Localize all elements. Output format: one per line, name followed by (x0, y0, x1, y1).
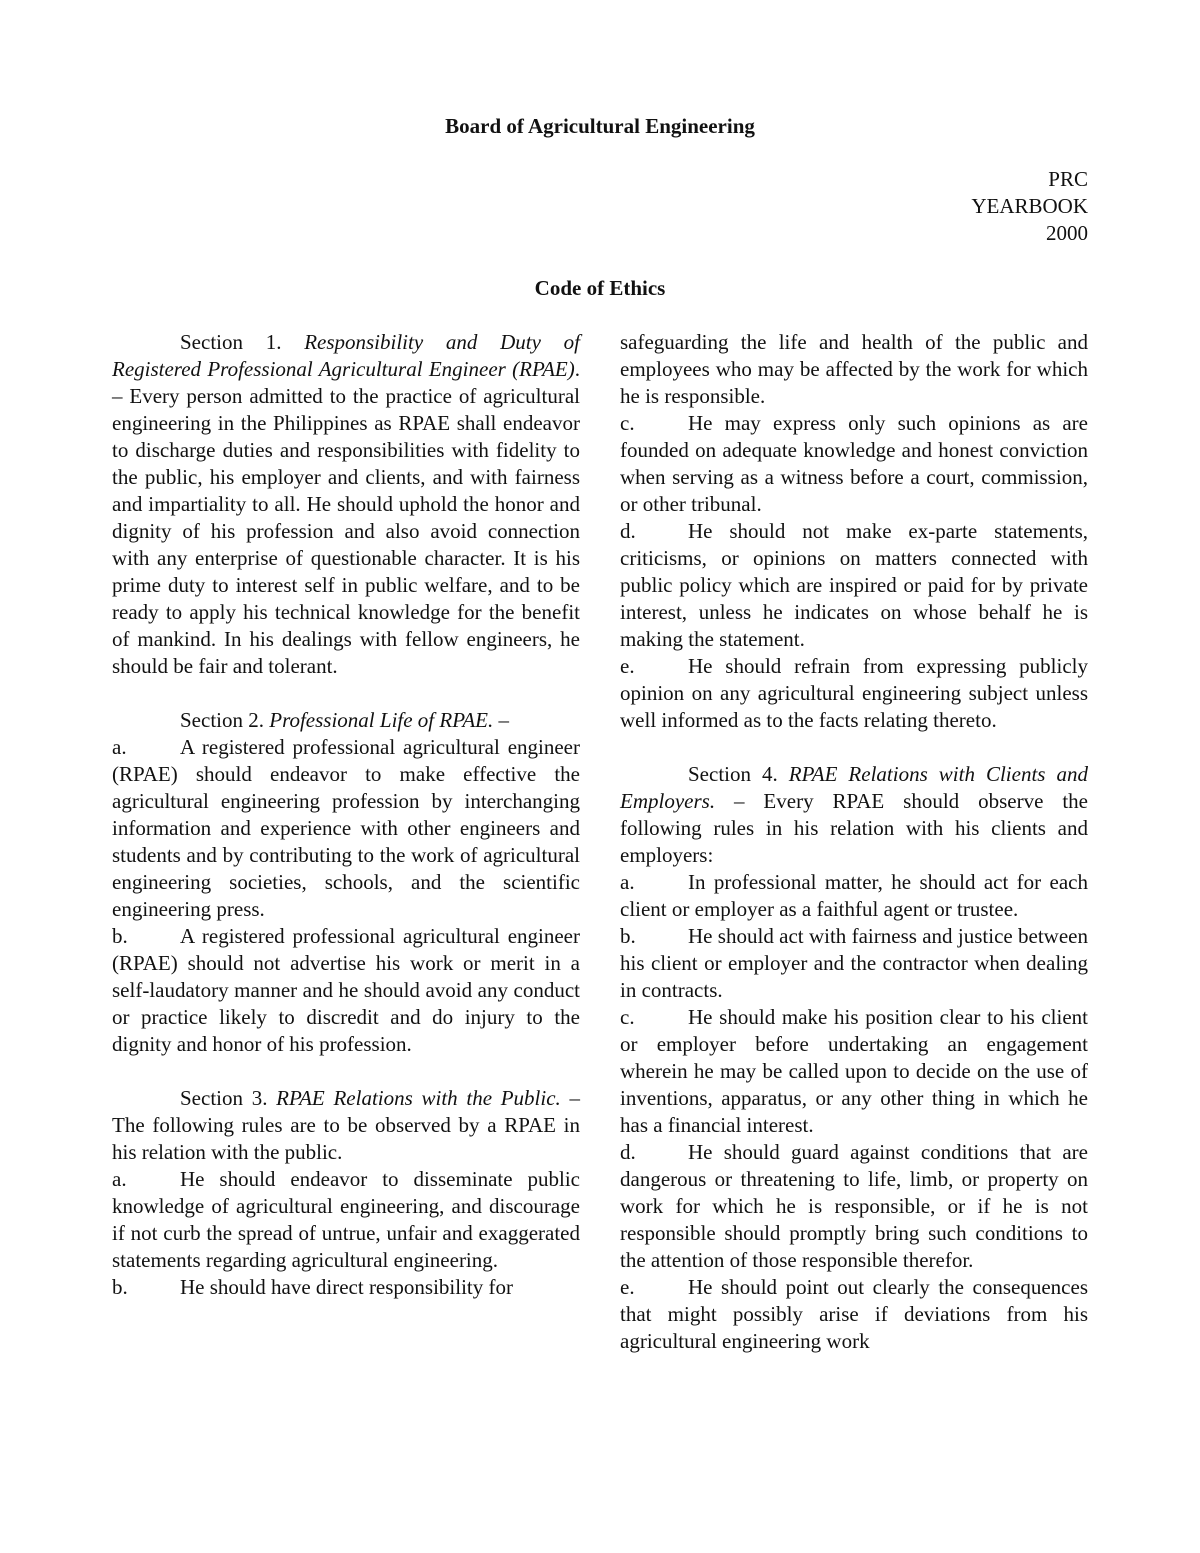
section-lead: Section 2. (180, 708, 270, 732)
item-marker: e. (620, 654, 635, 678)
item-marker: b. (112, 1275, 128, 1299)
right-column (620, 329, 1088, 1355)
section-heading: Responsibility and Duty of Registered Professional Agricultural Engineer (RPAE) (112, 330, 580, 381)
list-item (620, 1004, 1088, 1139)
item-text: A registered professional agricultural engineer (RPAE) should endeavor to make effective the agricultural engineering profession by interchanging information and experience with other engineers and students and by contributing to the work of agricultural engineering societies, schools, and the scientific engineering press. (112, 735, 580, 921)
section-2 (112, 707, 580, 734)
list-item (112, 1166, 580, 1274)
item-text: He should refrain from expressing publicly opinion on any agricultural engineering subject unless well informed as to the facts relating thereto. (620, 654, 1088, 732)
list-item (620, 869, 1088, 923)
item-marker: e. (620, 1275, 635, 1299)
item-text: He may express only such opinions as are founded on adequate knowledge and honest conviction when serving as a witness before a court, commission, or other tribunal. (620, 411, 1088, 516)
list-item (620, 518, 1088, 653)
source-block (788, 166, 1088, 247)
item-marker: a. (112, 1167, 127, 1191)
list-item (620, 1139, 1088, 1274)
section-heading: Professional Life of RPAE. (269, 708, 494, 732)
list-item (112, 734, 580, 923)
item-text: He should endeavor to disseminate public knowledge of agricultural engineering, and discourage if not curb the spread of untrue, unfair and exaggerated statements regarding agricultural engineering. (112, 1167, 580, 1272)
section-lead: Section 1. (180, 330, 305, 354)
list-item (620, 1274, 1088, 1355)
section-lead: Section 3. (180, 1086, 277, 1110)
document-subtitle: Code of Ethics (534, 276, 666, 300)
item-text: He should make his position clear to his client or employer before undertaking an engagement wherein he may be called upon to decide on the use of inventions, apparatus, or any other thing in which he has a financial interest. (620, 1005, 1088, 1137)
list-item (620, 410, 1088, 518)
item-marker: c. (620, 411, 635, 435)
source-line: 2000 (1046, 221, 1088, 245)
item-marker: b. (620, 924, 636, 948)
section-heading: RPAE Relations with Clients and Employers. (620, 762, 1088, 813)
item-marker: d. (620, 519, 636, 543)
list-item (112, 923, 580, 1058)
section-body: – (493, 708, 509, 732)
item-marker: a. (620, 870, 635, 894)
section-heading: RPAE Relations with the Public. (276, 1086, 561, 1110)
item-text: A registered professional agricultural engineer (RPAE) should not advertise his work or merit in a self-laudatory manner and he should avoid any conduct or practice likely to discredit and do injury to the dignity and honor of his profession. (112, 924, 580, 1056)
list-item (112, 1274, 580, 1301)
source-line: PRC (1048, 167, 1088, 191)
item-marker: b. (112, 924, 128, 948)
source-line: YEARBOOK (971, 194, 1088, 218)
section-lead: Section 4. (688, 762, 789, 786)
section-4 (620, 761, 1088, 869)
list-item (620, 653, 1088, 734)
section-body: . – Every person admitted to the practice of agricultural engineering in the Philippines as RPAE shall endeavor to discharge duties and responsibilities with fidelity to the public, his employer and clients, and with fairness and impartiality to all. He should uphold the honor and dignity of his profession and also avoid connection with any enterprise of questionable character. It is his prime duty to interest self in public welfare, and to be ready to apply his technical knowledge for the benefit of mankind. In his dealings with fellow engineers, he should be fair and tolerant. (112, 357, 580, 678)
item-marker: a. (112, 735, 127, 759)
item-text: He should guard against conditions that are dangerous or threatening to life, limb, or property on work for which he is responsible, or if he is not responsible should promptly bring such conditions to the attention of those responsible therefor. (620, 1140, 1088, 1272)
item-text: In professional matter, he should act for each client or employer as a faithful agent or trustee. (620, 870, 1088, 921)
list-item (620, 923, 1088, 1004)
item-text: He should point out clearly the consequences that might possibly arise if deviations from his agricultural engineering work (620, 1275, 1088, 1353)
continued-text: safeguarding the life and health of the public and employees who may be affected by the work for which he is responsible. (620, 330, 1088, 408)
section-3 (112, 1085, 580, 1166)
item-text: He should not make ex-parte statements, criticisms, or opinions on matters connected with public policy which are inspired or paid for by private interest, unless he indicates on whose behalf he is making the statement. (620, 519, 1088, 651)
section-body: – The following rules are to be observed by a RPAE in his relation with the public. (112, 1086, 580, 1164)
item-text: He should act with fairness and justice between his client or employer and the contractor when dealing in contracts. (620, 924, 1088, 1002)
section-1 (112, 329, 580, 680)
document-title: Board of Agricultural Engineering (445, 114, 755, 138)
item-marker: d. (620, 1140, 636, 1164)
left-column (112, 329, 580, 1301)
section-body: – Every RPAE should observe the following rules in his relation with his clients and employers: (620, 789, 1088, 867)
item-text: He should have direct responsibility for (180, 1275, 514, 1299)
item-marker: c. (620, 1005, 635, 1029)
